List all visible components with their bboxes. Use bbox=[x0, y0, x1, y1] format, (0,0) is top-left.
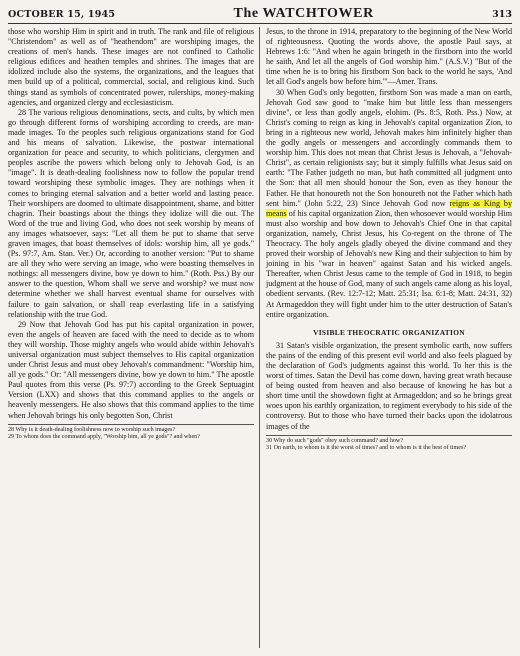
right-footnotes bbox=[266, 435, 512, 452]
footnote-30: 30 Why do such "gods" obey such command? and how? bbox=[266, 437, 404, 444]
left-footnotes bbox=[8, 424, 254, 441]
issue-date: OCTOBER 15, 1945 bbox=[8, 8, 116, 20]
page-header bbox=[8, 4, 512, 24]
column-divider bbox=[259, 27, 260, 648]
paragraph-30-text-a: 30 When God's only begotten, firstborn Son was made a man on earth, Jehovah God saw good to "make him but little less than messengers divine", or less than godly angels, elohim. (Ps. 8:5, Roth. Pss.) Now, at Christ's coming to reign as king in Jehovah's capital organization Zion, to bring in a righteous new world, Jehovah makes him infinitely higher than the godly angels or messengers and accordingly commands them to worship him. This does not mean that Christ Jesus is Jehovah, a "Jehovah-Christ", as certain religionists say; but it simply fulfills what Jesus said on earth: "The Father judgeth no man, but hath committed all judgment unto the Son: that all men should honour the Son, even as they honour the Father. He that honoureth not the Son honoureth not the Father which hath sent him." (John 5:22, 23) Since Jehovah God now bbox=[266, 87, 512, 208]
section-heading: VISIBLE THEOCRATIC ORGANIZATION bbox=[313, 327, 465, 337]
publication-title: The WATCHTOWER bbox=[233, 6, 374, 21]
page-number: 313 bbox=[492, 8, 512, 20]
footnote-31: 31 On earth, to whom is it the worst of times? and to whom is it the best of times? bbox=[266, 444, 467, 451]
highlighted-text: reigns as King by means bbox=[266, 198, 512, 218]
paragraph-27-continued: those who worship Him in spirit and in truth. The rank and file of religious "Christendom" as well as of "heathendom" are worshiping images, the creations of men's hands. These images are not confined to Catholic religious edifices and heathen temples and shrines. The images that are idolized include also the systems, the organizations, and the leagues that men build up of a political, commercial, social, and religious kind. Such things stand as symbols of concentrated power, rulerships, money-making agencies, and organized clergy and ecclesiasticism. bbox=[8, 27, 254, 107]
paragraph-30-text-b: of his capital organization Zion, then whosoever would worship Him must also worship and bow down to Jehovah's Chief One in that capital organization, namely, Christ Jesus, his Co-regent on the throne of The Theocracy. The holy angels gladly obeyed the divine command and they proved their worship of Jehovah's new King and their subjection to him by joining in his "war in heaven" against Satan and his wicked angels. Thereafter, when Christ Jesus came to the temple of God in 1918, to begin judgment at the house of God, many of such angels came along as his loyal, obedient servants. (Rev. 12:7-12; Matt. 25:31; Isa. 6:1-8; Matt. 24:31, 32) At Armageddon they will fight under him to the utter destruction of Satan's entire organization. bbox=[266, 208, 512, 319]
paragraph-29: 29 Now that Jehovah God has put his capital organization in power, even the angels of heaven are faced with the need to decide as to whom they will worship. Those mighty angels who would abide within Jehovah's universal organization must subject themselves to His capital organization under Christ Jesus and must obey Jehovah's commandment: "Worship him, all ye gods." Or: "All messengers divine, bow ye down to him." The apostle Paul quotes from this verse (Ps. 97:7) according to the Greek Septuagint Version (LXX) and shows that this command applies to the angels or heavenly messengers. He also shows that this command applies to the time when Jehovah brings his only begotten Son, Christ bbox=[8, 319, 254, 420]
footnote-28: 28 Why is it death-dealing foolishness now to worship such images? bbox=[8, 426, 176, 433]
paragraph-30 bbox=[266, 88, 512, 320]
right-column bbox=[266, 27, 512, 452]
header-rule bbox=[8, 23, 512, 24]
paragraph-29-continued: Jesus, to the throne in 1914, preparatory to the beginning of the New World of righteousness. Quoting the words above, the apostle Paul says, at Hebrews 1:6: "And when he again bringeth in the firstborn into the world he saith, And let all the angels of God worship him." (A.S.V.) "But of the time when he is to bring his firstborn Son back to the world he says, 'And let all God's angels bow before him.'"—Amer. Trans. bbox=[266, 27, 512, 87]
left-column bbox=[8, 27, 254, 441]
footnote-29: 29 To whom does the command apply, "Worship him, all ye gods"? and when? bbox=[8, 433, 200, 440]
paragraph-31: 31 Satan's visible organization, the present symbolic earth, now suffers the pains of the ending of this present evil world and also feels plagued by the declaration of God's judgments against this world. To her this is the worst of times. Satan the Devil has come down, having great wrath because of being ousted from heaven and also because of knowing he has but a short time until the showdown fight at Armageddon; and so he brings great woes upon his earthly organization, to regiment everybody to his side of the controversy. But to those who have turned their backs upon the idolatrous images of the bbox=[266, 340, 512, 431]
paragraph-28: 28 The various religious denominations, sects, and cults, by which men go through different forms of worshiping according to creeds, are man-made images. To the peoples such religious organizations stand for God and his means of salvation. Likewise, the postwar international organization for peace and security, to which politicians, clergymen and peoples ascribe the powers which belong only to Jehovah God, is an "image". It is death-dealing foolishness now to follow the popular trend toward worshiping these symbolic images. They are nothings when it comes to bringing eternal salvation and a better world and lasting peace. Their worshipers are doomed to ultimate disappointment, shame, and bitter chagrin. Their boastings about the things they idolize will die out. The Word of the true and living God, who does not seek worship by means of any images whatsoever, says: "Let all them be put to shame that serve graven images, that boast themselves of idols: worship him, all ye gods." (Ps. 97:7, Am. Stan. Ver.) Or, according to another version: "Put to shame are all they who were serving an image, who were boasting themselves in nothings: all messengers divine, bow ye down to him." (Roth. Pss.) By our answer to the question, Whom shall we serve and worship? we must now determine whether we shall harvest eventual shame for ourselves with failure to gain salvation, or shall reap everlasting life in a satisfying relationship with the true God. bbox=[8, 107, 254, 319]
